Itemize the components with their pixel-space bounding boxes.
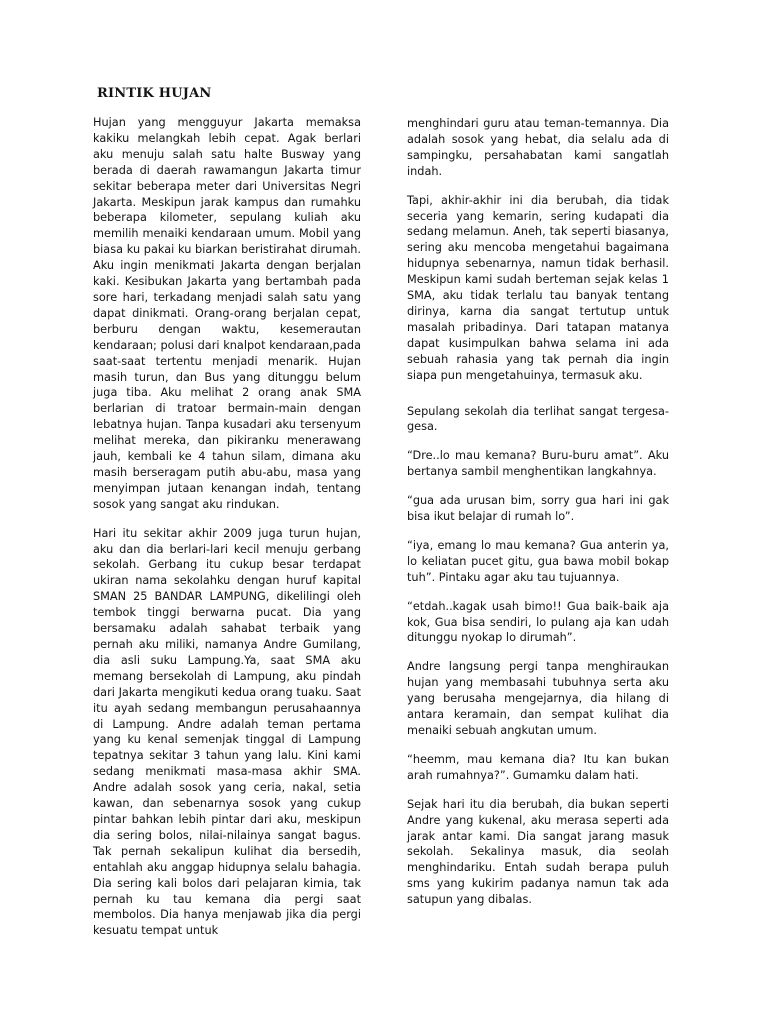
story-title: RINTIK HUJAN — [97, 86, 212, 101]
paragraph: “etdah..kagak usah bimo!! Gua baik-baik aja kok, Gua bisa sendiri, lo pulang aja kan udah ditunggu nyokap lo dirumah”. — [407, 599, 669, 645]
left-column — [93, 115, 361, 952]
paragraph: Hari itu sekitar akhir 2009 juga turun hujan, aku dan dia berlari-lari kecil menuju gerbang sekolah. Gerbang itu cukup besar terdapat ukiran nama sekolahku dengan huruf kapital SMAN 25 BANDAR LAMPUNG, dikelilingi oleh tembok tinggi berwarna pucat. Dia yang bersamaku adalah sahabat terbaik yang pernah aku miliki, namanya Andre Gumilang, dia asli suku Lampung.Ya, saat SMA aku memang bersekolah di Lampung, aku pindah dari Jakarta mengikuti kedua orang tuaku. Saat itu ayah sedang membangun perusahaannya di Lampung. Andre adalah teman pertama yang ku kenal semenjak tinggal di Lampung tepatnya sekitar 3 tahun yang lalu. Kini kami sedang menikmati masa-masa akhir SMA. Andre adalah sosok yang ceria, nakal, setia kawan, dan sebenarnya sosok yang cukup pintar bahkan lebih pintar dari aku, meskipun dia sering bolos, nilai-nilainya sangat bagus. Tak pernah sekalipun kulihat dia bersedih, entahlah aku anggap hidupnya selalu bahagia. Dia sering kali bolos dari pelajaran kimia, tak pernah ku tau kemana dia pergi saat membolos. Dia hanya menjawab jika dia pergi kesuatu tempat untuk — [93, 526, 361, 938]
paragraph: “Dre..lo mau kemana? Buru-buru amat”. Aku bertanya sambil menghentikan langkahnya. — [407, 449, 669, 479]
paragraph: menghindari guru atau teman-temannya. Dia adalah sosok yang hebat, dia selalu ada di sampingku, persahabatan kami sangatlah indah. — [407, 117, 669, 178]
paragraph: Andre langsung pergi tanpa menghiraukan hujan yang membasahi tubuhnya serta aku yang berusaha mengejarnya, dia hilang di antara keramain, dan sempat kulihat dia menaiki sebuah angkutan umum. — [407, 660, 669, 737]
paragraph: Sepulang sekolah dia terlihat sangat tergesa-gesa. — [407, 404, 669, 434]
paragraph: Tapi, akhir-akhir ini dia berubah, dia tidak seceria yang kemarin, sering kudapati dia sedang melamun. Aneh, tak seperti biasanya, sering aku mencoba mengetahui bagaimana hidupnya sebenarnya, namun tidak berhasil. Meskipun kami sudah berteman sejak kelas 1 SMA, aku tidak terlalu tau banyak tentang dirinya, karna dia sangat tertutup untuk masalah pribadinya. Dari tatapan matanya dapat kusimpulkan bahwa selama ini ada sebuah rahasia yang tak pernah dia ingin siapa pun mengetahuinya, termasuk aku. — [407, 193, 669, 382]
paragraph: “gua ada urusan bim, sorry gua hari ini gak bisa ikut belajar di rumah lo”. — [407, 494, 669, 524]
paragraph: Hujan yang mengguyur Jakarta memaksa kakiku melangkah lebih cepat. Agak berlari aku menuju salah satu halte Busway yang berada di daerah rawamangun Jakarta timur sekitar beberapa meter dari Universitas Negri Jakarta. Meskipun jarak kampus dan rumahku beberapa kilometer, sepulang kuliah aku memilih menaiki kendaraan umum. Mobil yang biasa ku pakai ku biarkan beristirahat dirumah. Aku ingin menikmati Jakarta dengan berjalan kaki. Kesibukan Jakarta yang bertambah pada sore hari, terkadang menjadi salah satu yang dapat dinikmati. Orang-orang berjalan cepat, berburu dengan waktu, kesemerautan kendaraan; polusi dari knalpot kendaraan,pada saat-saat tertentu menjadi menarik. Hujan masih turun, dan Bus yang ditunggu belum juga tiba. Aku melihat 2 orang anak SMA berlarian di tratoar bermain-main dengan lebatnya hujan. Tanpa kusadari aku tersenyum melihat mereka, dan pikiranku menerawang jauh, kembali ke 4 tahun silam, dimana aku masih berseragam putih abu-abu, masa yang menyimpan jutaan kenangan indah, tentang sosok yang sangat aku rindukan. — [93, 116, 361, 511]
right-column — [407, 116, 669, 921]
paragraph: “iya, emang lo mau kemana? Gua anterin ya, lo keliatan pucet gitu, gua bawa mobil bokap tuh”. Pintaku agar aku tau tujuannya. — [407, 538, 669, 584]
paragraph: “heemm, mau kemana dia? Itu kan bukan arah rumahnya?”. Gumamku dalam hati. — [407, 752, 669, 782]
paragraph: Sejak hari itu dia berubah, dia bukan seperti Andre yang kukenal, aku merasa seperti ada jarak antar kami. Dia sangat jarang masuk sekolah. Sekalinya masuk, dia seolah menghindariku. Entah sudah berapa puluh sms yang kukirim padanya namun tak ada satupun yang dibalas. — [407, 797, 669, 907]
